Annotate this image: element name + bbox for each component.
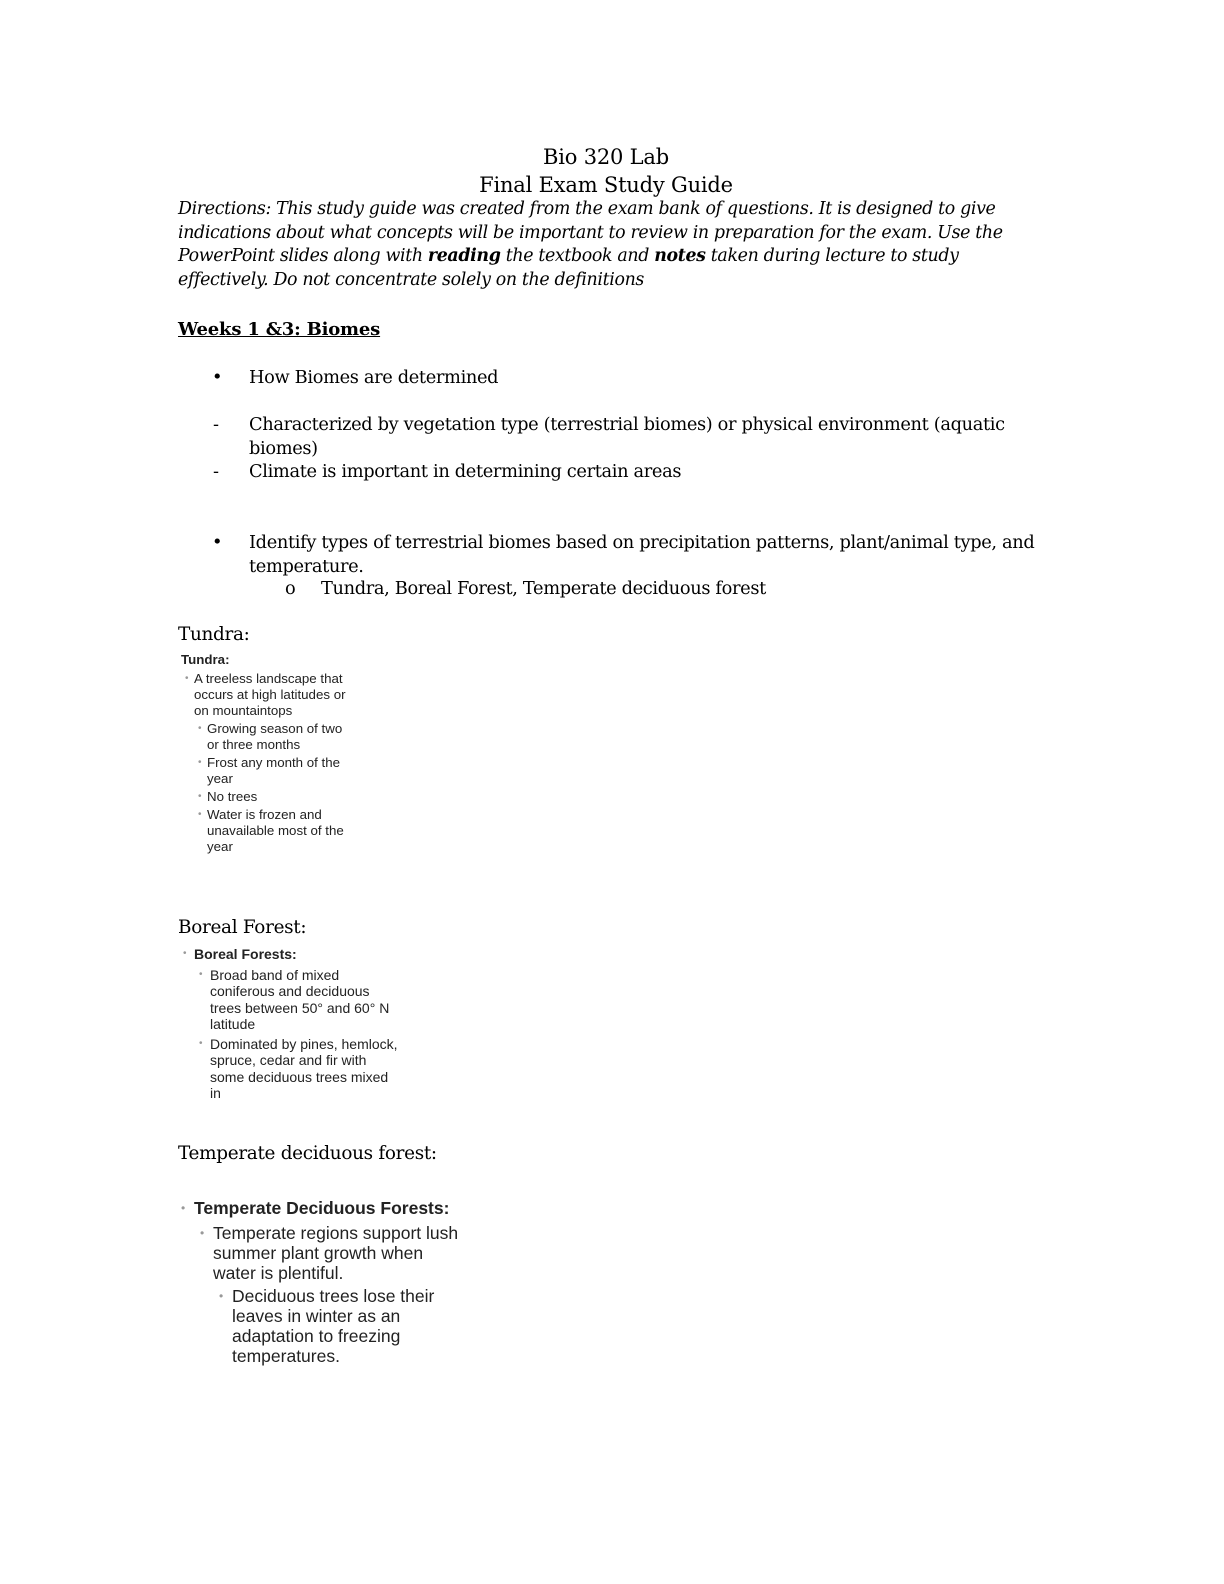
slide-text-line: unavailable most of the: [207, 823, 344, 838]
slide-bullet-glyph: •: [198, 757, 202, 768]
slide-text-line: Dominated by pines, hemlock,: [210, 1035, 398, 1052]
boreal-slide-subpoint: [183, 1036, 398, 1102]
slide-text-line: Growing season of two: [207, 721, 343, 736]
directions-paragraph: [178, 198, 1048, 292]
slide-text-line: temperatures.: [232, 1346, 340, 1366]
slide-text-line: in: [210, 1085, 221, 1101]
tundra-slide-point: [181, 671, 346, 719]
slide-text-line: trees between 50° and 60° N: [210, 999, 390, 1016]
slide-bullet-glyph: •: [219, 1289, 224, 1303]
directions-emphasis-reading: reading: [427, 246, 501, 266]
slide-bullet-glyph: •: [198, 809, 202, 820]
boreal-slide-title-row: [183, 946, 398, 963]
slide-bullet-glyph: •: [198, 723, 202, 734]
dash-item-climate: Climate is important in determining certain areas: [249, 461, 682, 482]
slide-text-line: No trees: [207, 789, 258, 804]
directions-text-1: Directions: This study guide was created from the exam bank of questions. It is designed to give indications about what concepts will be important to review in preparation for the exam. Use the PowerPoint slides along with: [178, 199, 1003, 266]
slide-bullet-glyph: •: [185, 673, 189, 684]
slide-text-line: year: [207, 839, 233, 854]
slide-text-line: coniferous and deciduous: [210, 983, 370, 999]
temperate-slide-nested-point: [181, 1286, 458, 1366]
slide-bullet-glyph: •: [198, 791, 202, 802]
temperate-slide-title: Temperate Deciduous Forests:: [194, 1198, 450, 1218]
slide-text-line: or three months: [207, 737, 301, 752]
slide-bullet-glyph: •: [183, 948, 187, 959]
bullet-glyph: •: [212, 367, 223, 388]
directions-text-2: the textbook and: [500, 246, 655, 266]
sub-item-biome-list: Tundra, Boreal Forest, Temperate deciduous forest: [321, 578, 766, 599]
boreal-forest-label: Boreal Forest:: [178, 917, 307, 938]
slide-text-line: Frost any month of the: [207, 755, 341, 770]
document-subtitle: Final Exam Study Guide: [479, 173, 733, 197]
tundra-slide-subpoint: [181, 807, 346, 855]
slide-text-line: leaves in winter as an: [232, 1306, 401, 1326]
slide-text-line: latitude: [210, 1016, 256, 1032]
tundra-slide-title: Tundra:: [181, 652, 230, 667]
slide-text-line: Broad band of mixed: [210, 966, 340, 983]
bullet-item-biomes-determined: How Biomes are determined: [249, 367, 499, 388]
document-title: Bio 320 Lab: [543, 145, 669, 169]
slide-bullet-glyph: •: [199, 968, 203, 980]
slide-bullet-glyph: •: [199, 1037, 203, 1049]
tundra-slide-subpoint: [181, 721, 346, 753]
dash-item-characterized: Characterized by vegetation type (terrestrial biomes) or physical environment (aquatic biomes): [249, 414, 1005, 459]
directions-text-3: taken during lecture to study effectively. Do not concentrate solely on the definitions: [178, 246, 959, 290]
slide-text-line: spruce, cedar and fir with: [210, 1052, 367, 1068]
bullet-glyph: •: [212, 532, 223, 553]
slide-text-line: Water is frozen and: [207, 807, 322, 822]
slide-bullet-glyph: •: [181, 1201, 186, 1215]
slide-text-line: summer plant growth when: [213, 1243, 424, 1263]
slide-text-line: adaptation to freezing: [232, 1326, 401, 1346]
tundra-label: Tundra:: [178, 624, 250, 645]
boreal-slide-image: [183, 946, 398, 1102]
boreal-slide-subpoint: [183, 967, 398, 1033]
temperate-forest-label: Temperate deciduous forest:: [178, 1143, 437, 1164]
temperate-slide-subpoint: [181, 1223, 458, 1283]
directions-emphasis-notes: notes: [654, 246, 706, 266]
slide-text-line: some deciduous trees mixed: [210, 1068, 389, 1085]
tundra-slide-subpoint: [181, 755, 346, 787]
slide-text-line: year: [207, 771, 233, 786]
tundra-slide-image: [181, 652, 346, 855]
slide-text-line: Temperate regions support lush: [213, 1223, 459, 1243]
boreal-slide-title: Boreal Forests:: [194, 946, 297, 962]
dash-glyph: -: [213, 461, 220, 482]
bullet-item-identify-biomes: Identify types of terrestrial biomes based on precipitation patterns, plant/animal type, and temperature.: [249, 532, 1035, 577]
dash-glyph: -: [213, 414, 220, 435]
slide-text-line: occurs at high latitudes or: [194, 687, 346, 702]
temperate-slide-title-row: [181, 1198, 458, 1218]
slide-text-line: A treeless landscape that: [194, 671, 343, 686]
sub-bullet-glyph: o: [285, 578, 296, 599]
temperate-slide-image: [181, 1198, 458, 1366]
slide-bullet-glyph: •: [200, 1226, 205, 1240]
section-heading: Weeks 1 &3: Biomes: [178, 319, 381, 340]
slide-text-line: on mountaintops: [194, 703, 293, 718]
tundra-slide-subpoint: [181, 789, 346, 805]
slide-text-line: Deciduous trees lose their: [232, 1286, 435, 1306]
slide-text-line: water is plentiful.: [213, 1263, 344, 1283]
